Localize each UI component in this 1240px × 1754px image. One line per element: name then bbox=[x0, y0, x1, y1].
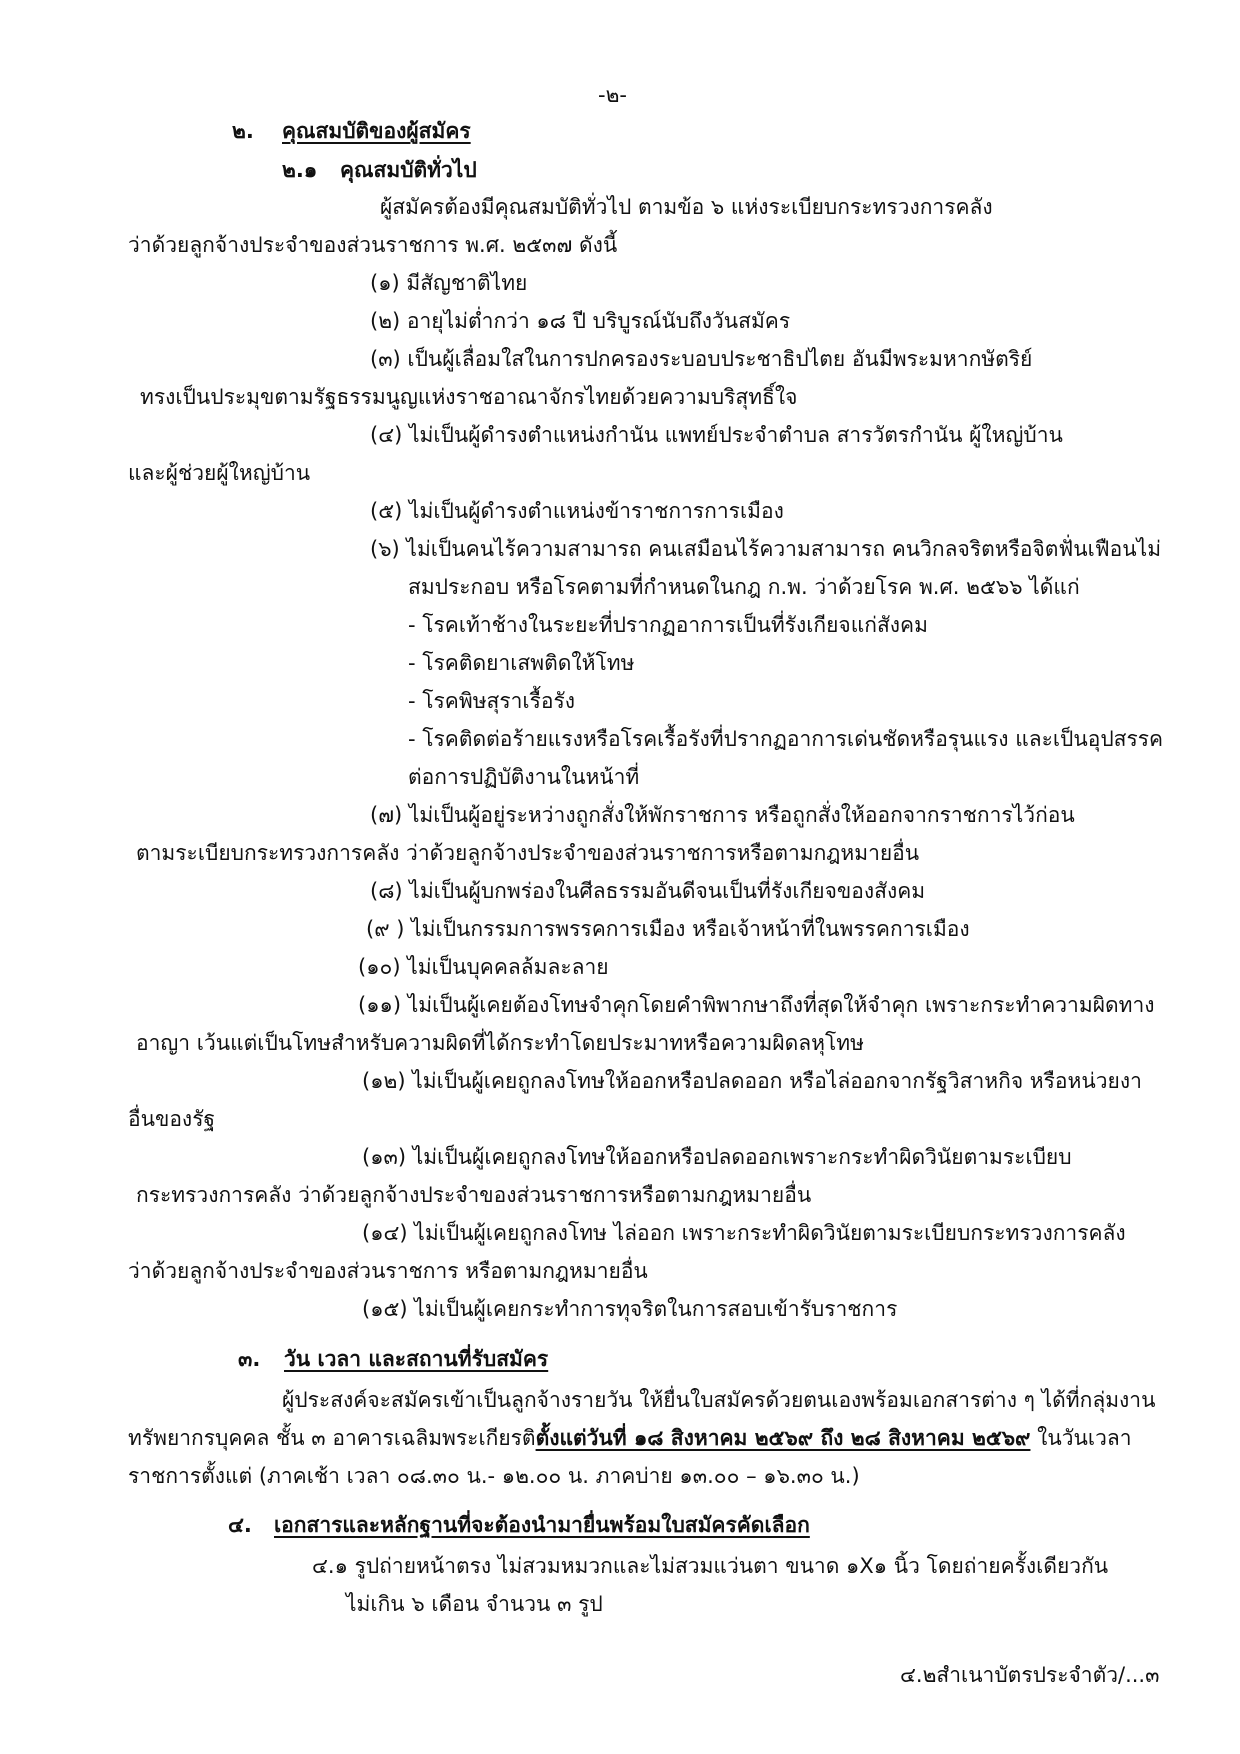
qualification-4: (๔) ไม่เป็นผู้ดำรงตำแหน่งกำนัน แพทย์ประจำตำบล สารวัตรกำนัน ผู้ใหญ่บ้าน bbox=[370, 423, 1063, 447]
qualification-3-cont: ทรงเป็นประมุขตามรัฐธรรมนูญแห่งราชอาณาจักรไทยด้วยความบริสุทธิ์ใจ bbox=[140, 385, 798, 409]
intro-line-1: ผู้สมัครต้องมีคุณสมบัติทั่วไป ตามข้อ ๖ แห่งระเบียบกระทรวงการคลัง bbox=[380, 195, 993, 219]
qualification-10: (๑๐) ไม่เป็นบุคคลล้มละลาย bbox=[358, 955, 609, 979]
disease-item-4: - โรคติดต่อร้ายแรงหรือโรคเรื้อรังที่ปรากฏอาการเด่นชัดหรือรุนแรง และเป็นอุปสรรค bbox=[408, 727, 1164, 751]
disease-item-4-cont: ต่อการปฏิบัติงานในหน้าที่ bbox=[408, 765, 640, 789]
qualification-8: (๘) ไม่เป็นผู้บกพร่องในศีลธรรมอันดีจนเป็นที่รังเกียจของสังคม bbox=[370, 879, 926, 903]
qualification-9: (๙ ) ไม่เป็นกรรมการพรรคการเมือง หรือเจ้าหน้าที่ในพรรคการเมือง bbox=[366, 917, 970, 941]
section-3-time-label: ในวันเวลา bbox=[1030, 1426, 1132, 1450]
document-item-4-1: ๔.๑ รูปถ่ายหน้าตรง ไม่สวมหมวกและไม่สวมแว่นตา ขนาด ๑X๑ นิ้ว โดยถ่ายครั้งเดียวกัน bbox=[312, 1554, 1109, 1578]
qualification-1: (๑) มีสัญชาติไทย bbox=[370, 271, 528, 295]
qualification-11-cont: อาญา เว้นแต่เป็นโทษสำหรับความผิดที่ได้กระทำโดยประมาทหรือความผิดลหุโทษ bbox=[136, 1031, 864, 1055]
qualification-7-cont: ตามระเบียบกระทรวงการคลัง ว่าด้วยลูกจ้างประจำของส่วนราชการหรือตามกฎหมายอื่น bbox=[136, 841, 920, 865]
qualification-7: (๗) ไม่เป็นผู้อยู่ระหว่างถูกสั่งให้พักราชการ หรือถูกสั่งให้ออกจากราชการไว้ก่อน bbox=[370, 803, 1075, 827]
disease-item-3: - โรคพิษสุราเรื้อรัง bbox=[408, 689, 576, 713]
section-4-title: เอกสารและหลักฐานที่จะต้องนำมายื่นพร้อมใบสมัครคัดเลือก bbox=[274, 1513, 810, 1537]
section-3-line-1: ผู้ประสงค์จะสมัครเข้าเป็นลูกจ้างรายวัน ให้ยื่นใบสมัครด้วยตนเองพร้อมเอกสารต่าง ๆ ได้ที่กลุ่มงาน bbox=[282, 1388, 1156, 1412]
section-3-location: ทรัพยากรบุคคล ชั้น ๓ อาคารเฉลิมพระเกียรติ bbox=[128, 1426, 536, 1450]
qualification-15: (๑๕) ไม่เป็นผู้เคยกระทำการทุจริตในการสอบเข้ารับราชการ bbox=[362, 1297, 898, 1321]
qualification-14-cont: ว่าด้วยลูกจ้างประจำของส่วนราชการ หรือตามกฎหมายอื่น bbox=[128, 1259, 648, 1283]
qualification-12-cont: อื่นของรัฐ bbox=[128, 1107, 216, 1131]
qualification-2: (๒) อายุไม่ต่ำกว่า ๑๘ ปี บริบูรณ์นับถึงวันสมัคร bbox=[370, 309, 791, 333]
disease-item-2: - โรคติดยาเสพติดให้โทษ bbox=[408, 651, 635, 675]
qualification-14: (๑๔) ไม่เป็นผู้เคยถูกลงโทษ ไล่ออก เพราะกระทำผิดวินัยตามระเบียบกระทรวงการคลัง bbox=[362, 1221, 1126, 1245]
qualification-13-cont: กระทรวงการคลัง ว่าด้วยลูกจ้างประจำของส่วนราชการหรือตามกฎหมายอื่น bbox=[136, 1183, 812, 1207]
qualification-3: (๓) เป็นผู้เลื่อมใสในการปกครองระบอบประชาธิปไตย อันมีพระมหากษัตริย์ bbox=[370, 347, 1033, 371]
document-item-4-1-cont: ไม่เกิน ๖ เดือน จำนวน ๓ รูป bbox=[346, 1592, 603, 1616]
section-3-line-3: ราชการตั้งแต่ (ภาคเช้า เวลา ๐๘.๓๐ น.- ๑๒.๐๐ น. ภาคบ่าย ๑๓.๐๐ – ๑๖.๓๐ น.) bbox=[128, 1464, 860, 1488]
continuation-note: ๔.๒สำเนาบัตรประจำตัว/...๓ bbox=[900, 1663, 1160, 1687]
qualification-6: (๖) ไม่เป็นคนไร้ความสามารถ คนเสมือนไร้ความสามารถ คนวิกลจริตหรือจิตฟั่นเฟือนไม่ bbox=[370, 537, 1162, 561]
section-3-line-2 bbox=[128, 1423, 1132, 1453]
section-2-number: ๒. bbox=[232, 119, 254, 143]
section-2-title: คุณสมบัติของผู้สมัคร bbox=[282, 119, 471, 143]
intro-line-2: ว่าด้วยลูกจ้างประจำของส่วนราชการ พ.ศ. ๒๕๓๗ ดังนี้ bbox=[128, 233, 618, 257]
qualification-5: (๕) ไม่เป็นผู้ดำรงตำแหน่งข้าราชการการเมือง bbox=[370, 499, 784, 523]
qualification-11: (๑๑) ไม่เป็นผู้เคยต้องโทษจำคุกโดยคำพิพากษาถึงที่สุดให้จำคุก เพราะกระทำความผิดทาง bbox=[358, 993, 1155, 1017]
qualification-13: (๑๓) ไม่เป็นผู้เคยถูกลงโทษให้ออกหรือปลดออกเพราะกระทำผิดวินัยตามระเบียบ bbox=[362, 1145, 1072, 1169]
section-4-number: ๔. bbox=[228, 1513, 252, 1537]
qualification-6-cont: สมประกอบ หรือโรคตามที่กำหนดในกฎ ก.พ. ว่าด้วยโรค พ.ศ. ๒๕๖๖ ได้แก่ bbox=[408, 575, 1080, 599]
page-number: -๒- bbox=[598, 83, 627, 107]
qualification-4-cont: และผู้ช่วยผู้ใหญ่บ้าน bbox=[128, 461, 311, 485]
section-2-1-number: ๒.๑ bbox=[282, 158, 318, 182]
section-3-number: ๓. bbox=[238, 1347, 261, 1371]
application-dates: ตั้งแต่วันที่ ๑๘ สิงหาคม ๒๕๖๙ ถึง ๒๘ สิงหาคม ๒๕๖๙ bbox=[535, 1426, 1031, 1450]
qualification-12: (๑๒) ไม่เป็นผู้เคยถูกลงโทษให้ออกหรือปลดออก หรือไล่ออกจากรัฐวิสาหกิจ หรือหน่วยงา bbox=[362, 1069, 1142, 1093]
disease-item-1: - โรคเท้าช้างในระยะที่ปรากฏอาการเป็นที่รังเกียจแก่สังคม bbox=[408, 613, 928, 637]
section-2-1-title: คุณสมบัติทั่วไป bbox=[340, 158, 477, 182]
section-3-title: วัน เวลา และสถานที่รับสมัคร bbox=[284, 1347, 549, 1371]
